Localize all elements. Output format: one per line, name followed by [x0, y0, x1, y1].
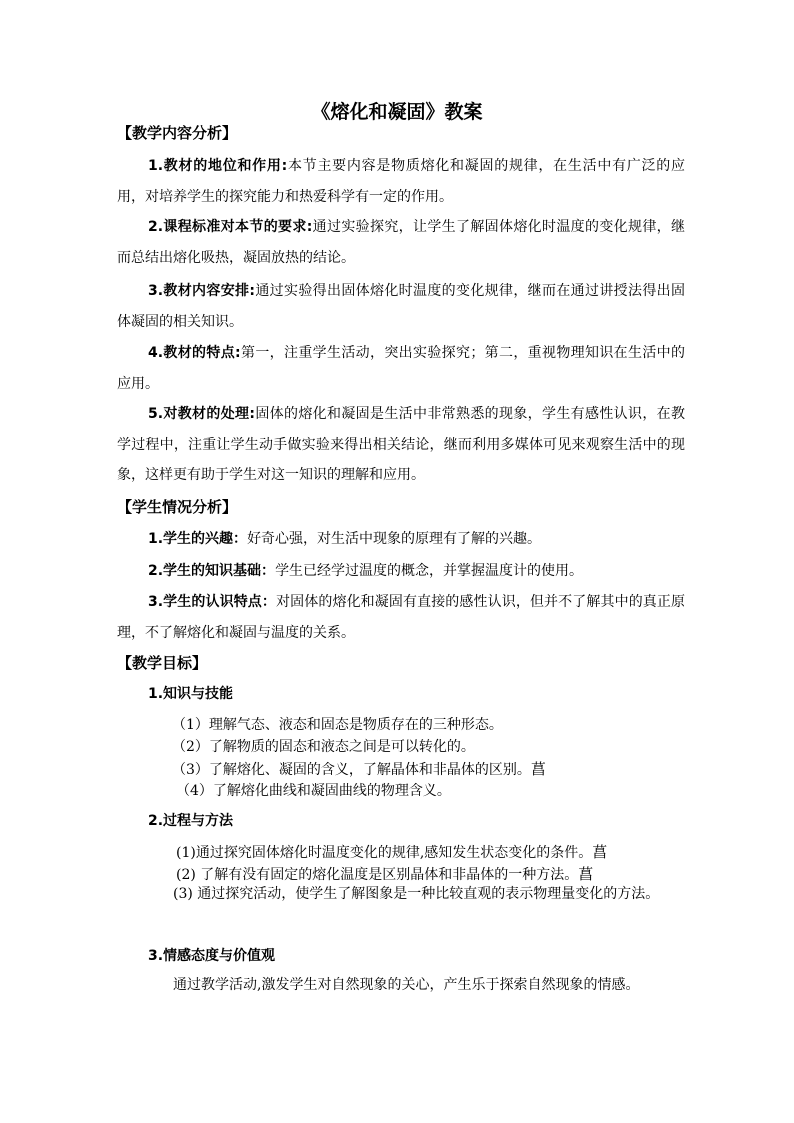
knowledge-item-3	[172, 758, 546, 781]
emotion-text: 通过教学活动,激发学生对自然现象的关心，产生乐于探索自然现象的情感。	[173, 977, 640, 993]
goals-knowledge-title: 1.知识与技能	[148, 686, 234, 702]
analysis-item-5	[117, 399, 685, 491]
item-label: 1.教材的地位和作用:	[148, 158, 288, 174]
item-label: 2.学生的知识基础：	[148, 563, 276, 579]
process-item-3: (3) 通过探究活动，使学生了解图象是一种比较直观的表示物理量变化的方法。	[173, 886, 660, 902]
knowledge-item-4: （4）了解熔化曲线和凝固曲线的物理含义。	[176, 783, 451, 799]
grass-mark: 菖	[578, 865, 594, 883]
item-label: 2.课程标准对本节的要求:	[148, 219, 313, 235]
item-label: 3.教材内容安排:	[148, 283, 255, 299]
item-text: 通过实验得出固体熔化时温度的变化规律，继而在通过讲授法得出固体凝固的相关知识。	[117, 283, 685, 330]
knowledge-item-2: （2）了解物质的固态和液态之间是可以转化的。	[172, 739, 475, 755]
item-text: 通过实验探究，让学生了解固体熔化时温度的变化规律，继而总结出熔化吸热，凝固放热的结论。	[117, 219, 685, 266]
item-text: 固体的熔化和凝固是生活中非常熟悉的现象，学生有感性认识，在教学过程中，注重让学生动手做实验来得出相关结论，继而利用多媒体可见来观察生活中的现象，这样更有助于学生对这一知识的理解和应用。	[117, 406, 685, 483]
section-heading-analysis: 【教学内容分析】	[117, 124, 238, 142]
item-text: 本节主要内容是物质熔化和凝固的规律，在生活中有广泛的应用，对培养学生的探究能力和热爱科学有一定的作用。	[117, 158, 685, 205]
item-text: 学生已经学过温度的概念，并掌握温度计的使用。	[275, 563, 584, 579]
analysis-item-2	[117, 212, 685, 273]
analysis-item-4	[117, 338, 685, 399]
grass-mark: 菖	[592, 843, 608, 861]
item-label: 1.学生的兴趣：	[148, 531, 248, 547]
item-text: 好奇心强，对生活中现象的原理有了解的兴趣。	[247, 531, 542, 547]
students-item-3	[117, 587, 685, 648]
knowledge-item-1: （1）理解气态、液态和固态是物质存在的三种形态。	[172, 717, 503, 733]
item-text: 对固体的熔化和凝固有直接的感性认识，但并不了解其中的真正原理，不了解熔化和凝固与温度的关系。	[117, 594, 686, 641]
students-item-2	[117, 556, 685, 587]
grass-mark: 菖	[530, 760, 546, 778]
analysis-item-1	[117, 151, 685, 212]
section-heading-students: 【学生情况分析】	[117, 498, 238, 516]
goals-emotion-title: 3.情感态度与价值观	[148, 948, 276, 964]
item-text: 第一，注重学生活动，突出实验探究；第二，重视物理知识在生活中的应用。	[117, 345, 685, 392]
item-label: 4.教材的特点:	[148, 345, 241, 361]
goals-process-title: 2.过程与方法	[148, 813, 234, 829]
page-title: 《熔化和凝固》教案	[311, 101, 483, 123]
process-item-1	[176, 841, 607, 864]
analysis-item-3	[117, 276, 685, 337]
section-heading-goals: 【教学目标】	[117, 654, 208, 672]
students-item-1	[117, 524, 685, 555]
item-text: (2) 了解有没有固定的熔化温度是区别晶体和非晶体的一种方法。	[176, 867, 579, 883]
item-text: （3）了解熔化、凝固的含义，了解晶体和非晶体的区别。	[172, 762, 531, 778]
item-label: 3.学生的认识特点：	[148, 594, 277, 610]
item-label: 5.对教材的处理:	[148, 406, 255, 422]
item-text: (1)通过探究固体熔化时温度变化的规律,感知发生状态变化的条件。	[176, 845, 593, 861]
